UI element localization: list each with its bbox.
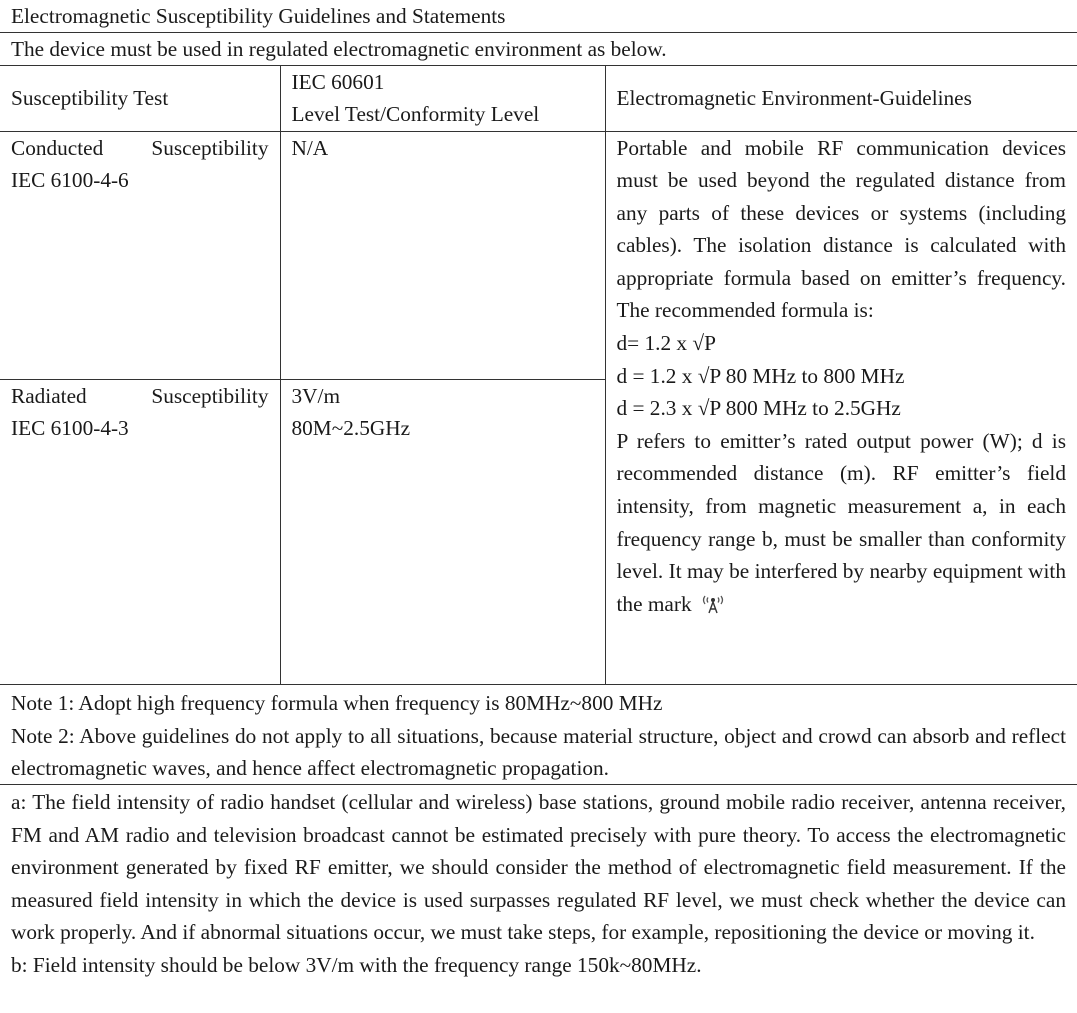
footnote-b: b: Field intensity should be below 3V/m with the frequency range 150k~80MHz. (11, 952, 702, 977)
level-value: N/A (291, 135, 329, 160)
header-susceptibility-test (0, 66, 280, 131)
table-row (0, 131, 1077, 379)
formula-line: d = 2.3 x √P 800 MHz to 2.5GHz (616, 396, 901, 421)
test-name: Conducted Susceptibility (11, 135, 269, 160)
test-cell-conducted (0, 131, 280, 379)
note-1: Note 1: Adopt high frequency formula when frequency is 80MHz~800 MHz (11, 691, 663, 715)
notes-section (0, 687, 1077, 785)
level-frequency-range: 80M~2.5GHz (291, 416, 411, 441)
header-conformity-level (280, 66, 605, 131)
footnotes-section (0, 786, 1077, 982)
header-level-line2: Level Test/Conformity Level (291, 102, 540, 127)
guidelines-paragraph-text: P refers to emitter’s rated output power (W); d is recommended distance (m). RF emitter’s field intensity, from magnetic measurement a, in each frequency range b, must be smaller than conformity level. It may be interfered by nearby equipment with the mark (616, 428, 1066, 616)
header-guidelines (605, 66, 1077, 131)
level-value: 3V/m (291, 383, 341, 408)
formula-line: d= 1.2 x √P (616, 331, 716, 356)
footnote-a: a: The field intensity of radio handset (cellular and wireless) base stations, ground mobile radio receiver, antenna receiver, FM and AM radio and television broadcast cannot be estimated precisely with pure theory. To access the electromagnetic environment generated by fixed RF emitter, we should consider the method of electromagnetic field measurement. If the measured field intensity in which the device is used surpasses regulated RF level, we must check whether the device can work properly. And if abnormal situations occur, we must take steps, for example, repositioning the device or moving it. (11, 790, 1066, 945)
susceptibility-table (0, 66, 1077, 685)
test-standard: IEC 6100-4-6 (11, 168, 129, 193)
level-cell-conducted (280, 131, 605, 379)
test-cell-radiated (0, 379, 280, 684)
document-title: Electromagnetic Susceptibility Guidelines and Statements (0, 0, 1077, 33)
formula-line: d = 1.2 x √P 80 MHz to 800 MHz (616, 363, 905, 388)
document-intro: The device must be used in regulated electromagnetic environment as below. (0, 34, 1077, 66)
header-guidelines-label: Electromagnetic Environment-Guidelines (616, 85, 972, 110)
guidelines-paragraph: Portable and mobile RF communication devices must be used beyond the regulated distance from any parts of these devices or systems (including cables). The isolation distance is calculated with appropriate formula based on emitter’s frequency. The recommended formula is: (616, 135, 1066, 323)
header-level-line1: IEC 60601 (291, 70, 385, 95)
guidelines-cell (605, 131, 1077, 684)
header-test-label: Susceptibility Test (11, 85, 169, 110)
test-name: Radiated Susceptibility (11, 383, 269, 408)
guidelines-paragraph-2 (617, 425, 1067, 624)
test-standard: IEC 6100-4-3 (11, 416, 129, 441)
note-2: Note 2: Above guidelines do not apply to all situations, because material structure, object and crowd can absorb and reflect electromagnetic waves, and hence affect electromagnetic propagation. (11, 723, 1066, 781)
antenna-warning-icon (702, 590, 724, 624)
level-cell-radiated (280, 379, 605, 684)
table-header-row (0, 66, 1077, 131)
